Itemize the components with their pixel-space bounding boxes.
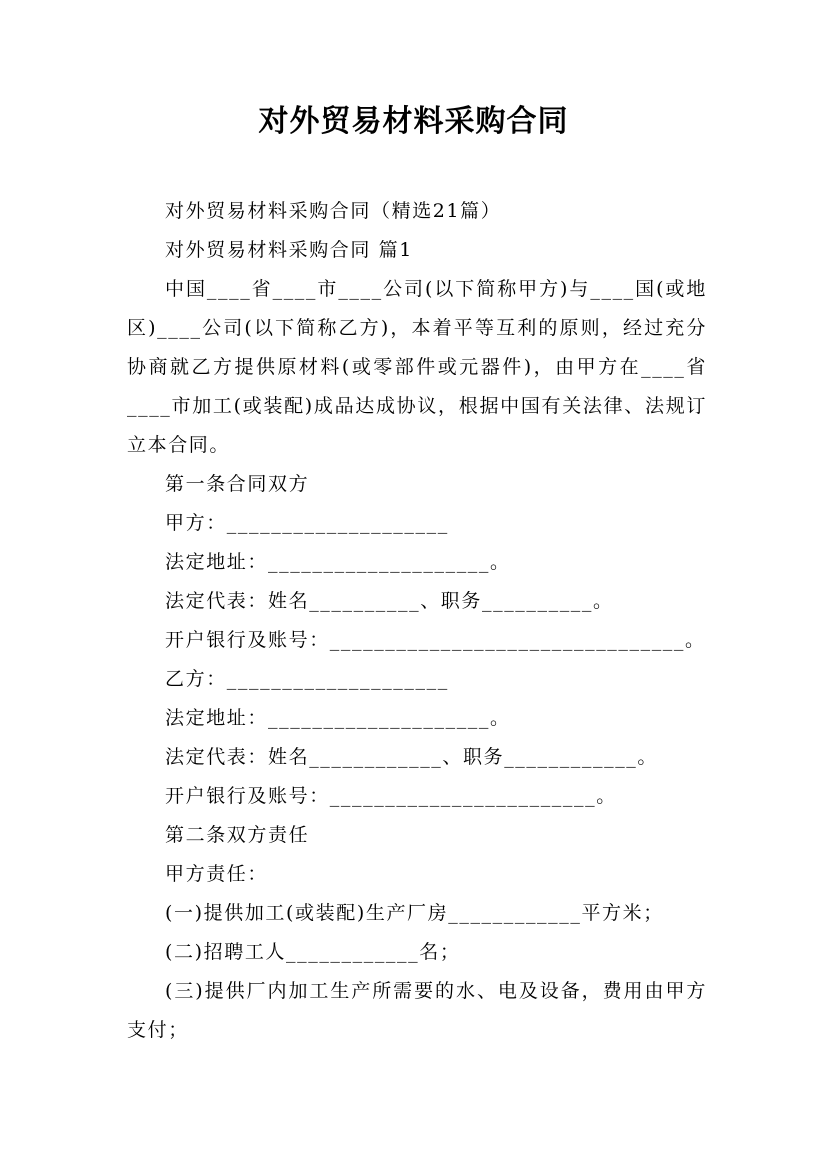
party-a-representative-line: 法定代表：姓名__________、职务__________。 [165,590,614,612]
party-a-duties-heading: 甲方责任： [165,863,269,885]
article-2-heading: 第二条双方责任 [165,824,310,846]
party-b-representative-line: 法定代表：姓名____________、职务____________。 [165,746,659,768]
duty-item-2: (二)招聘工人____________名； [165,941,461,963]
preamble-paragraph: 中国____省____市____公司(以下简称甲方)与____国(或地区)____公司(以下简称乙方)，本着平等互利的原则，经过充分协商就乙方提供原材料(或零部件或元器件)，由甲方在____省____市加工(或装配)成品达成协议，根据中国有关法律、法规订立本合同。 [127,278,707,456]
party-a-bank-line: 开户银行及账号：________________________________。 [165,629,706,651]
subtitle-part-1: 对外贸易材料采购合同 篇1 [165,239,413,261]
subtitle-collection: 对外贸易材料采购合同（精选21篇） [165,200,502,222]
party-a-name-line: 甲方：____________________ [165,512,449,534]
article-1-heading: 第一条合同双方 [165,473,310,495]
party-a-address-line: 法定地址：____________________。 [165,551,511,573]
duty-item-1: (一)提供加工(或装配)生产厂房____________平方米； [165,902,664,924]
document-body [127,192,707,1050]
duty-item-3: (三)提供厂内加工生产所需要的水、电及设备，费用由甲方支付； [127,980,707,1041]
party-b-bank-line: 开户银行及账号：________________________。 [165,785,617,807]
document-title: 对外贸易材料采购合同 [258,104,569,139]
party-b-address-line: 法定地址：____________________。 [165,707,511,729]
party-b-name-line: 乙方：____________________ [165,668,449,690]
